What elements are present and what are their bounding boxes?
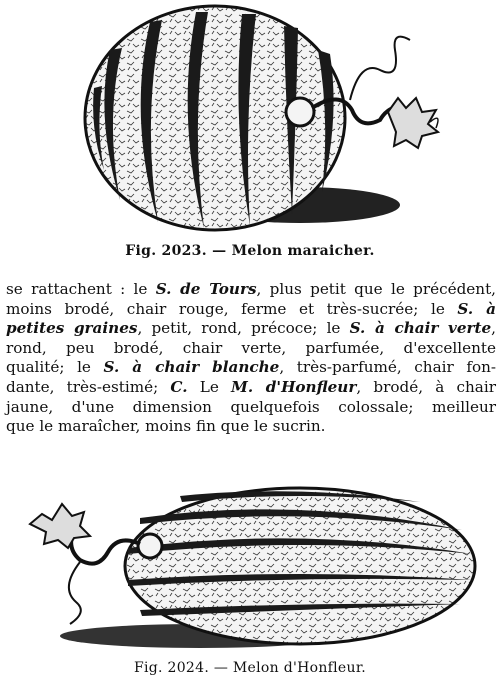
melon-leaf	[30, 504, 90, 548]
text-run: dante, très-estimé;	[6, 377, 171, 396]
text-line	[6, 417, 496, 437]
text-line	[6, 319, 496, 339]
melon-honfleur-illustration	[0, 478, 500, 650]
text-line	[6, 378, 496, 398]
variety-name: C.	[170, 377, 188, 396]
text-line	[6, 339, 496, 359]
melon-maraicher-illustration	[0, 0, 500, 232]
text-line	[6, 300, 496, 320]
text-run: , très-parfumé, chair fon-	[279, 358, 497, 377]
figure-number: Fig. 2024.	[133, 660, 210, 676]
variety-name: S. à chair verte	[349, 319, 492, 338]
variety-name: S. à	[457, 299, 497, 318]
text-run: se rattachent : le	[6, 280, 156, 298]
body-paragraph	[6, 280, 496, 437]
text-run: moins brodé, chair rouge, ferme et très-sucrée; le	[6, 299, 458, 318]
figure-title: — Melon maraicher.	[212, 243, 375, 259]
text-run: jaune, d'une dimension quelquefois colossale; meilleur	[6, 397, 496, 416]
text-run: que le maraîcher, moins fin que le sucrin.	[6, 417, 326, 436]
text-run: rond, peu brodé, chair verte, parfumée, d'excellente	[6, 338, 496, 357]
text-run: qualité; le	[6, 358, 104, 377]
melon-leaf	[388, 98, 438, 148]
text-run: , brodé, à chair	[356, 377, 496, 396]
figure-title: — Melon d'Honfleur.	[213, 660, 367, 676]
text-run: ,	[491, 319, 496, 338]
text-line	[6, 358, 496, 378]
variety-name: S. de Tours	[155, 280, 257, 298]
figure-caption-top	[0, 243, 500, 259]
text-run: , plus petit que le précédent,	[256, 280, 497, 298]
text-line	[6, 398, 496, 418]
variety-name: M. d'Honfleur	[231, 377, 357, 396]
text-line	[6, 280, 496, 300]
figure-caption-bottom	[0, 660, 500, 676]
variety-name: petites graines	[6, 319, 138, 338]
variety-name: S. à chair blanche	[103, 358, 280, 377]
text-run: , petit, rond, précoce; le	[137, 319, 350, 338]
text-run: Le	[187, 377, 232, 396]
figure-number: Fig. 2023.	[125, 243, 207, 259]
